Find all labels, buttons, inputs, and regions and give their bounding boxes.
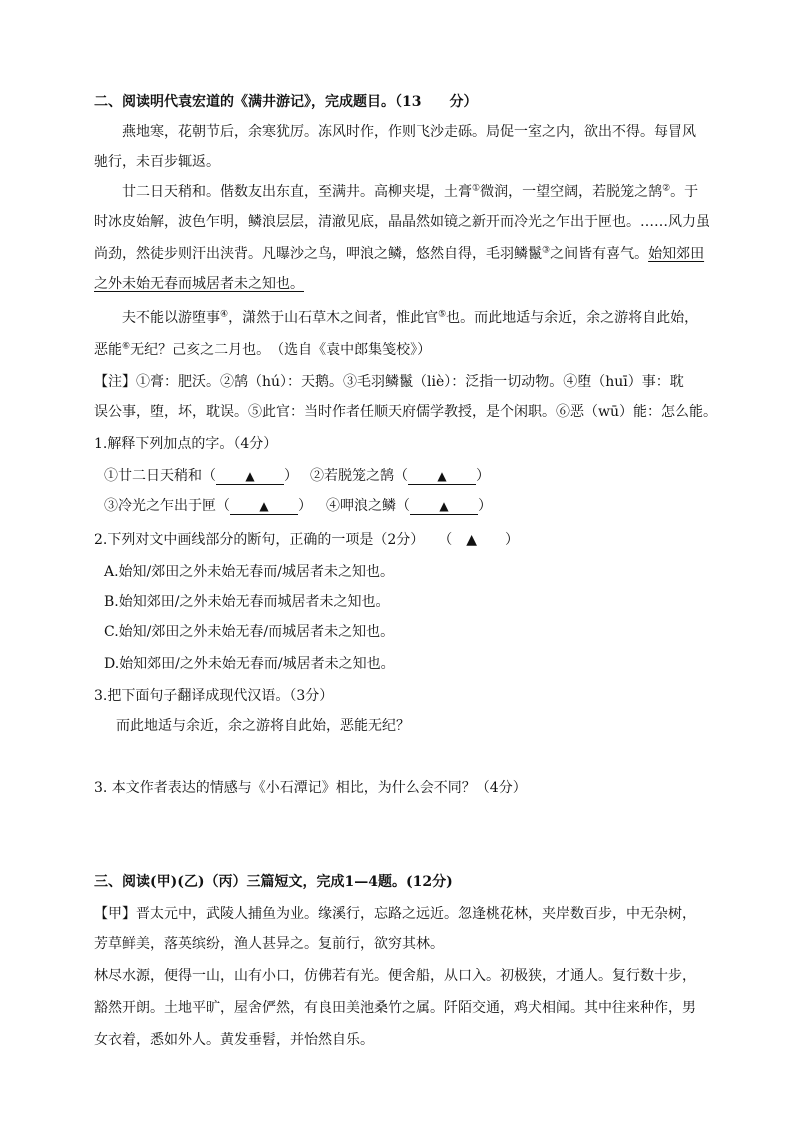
answer-blank[interactable]: [408, 468, 476, 485]
passage-line: 廿二日天稍和。偕数友出东直，至满井。高柳夹堤，土膏①微润，一望空阔，若脱笼之鹄②。于: [122, 183, 699, 200]
answer-blank[interactable]: [230, 498, 298, 515]
answer-blank[interactable]: [216, 468, 284, 485]
answer-blank[interactable]: [410, 498, 478, 515]
question-1-item: ①廿二日天稍和（ ▲ ）: [104, 468, 298, 484]
passage-line: 驰行，未百步辄返。: [94, 154, 220, 170]
question-2-stem: 2.下列对文中画线部分的断句，正确的一项是（2分） （ ▲ ）: [94, 532, 520, 548]
passage-line: 尚劲，然徒步则汗出浃背。凡曝沙之鸟，呷浪之鳞，悠然自得，毛羽鳞鬣③之间皆有喜气。始知郊田: [94, 245, 705, 262]
passage-line: 芳草鲜美，落英缤纷，渔人甚异之。复前行，欲穷其林。: [94, 936, 444, 952]
note-line: 【注】①膏：肥沃。②鹄（hú）：天鹅。③毛羽鳞鬣（liè）：泛指一切动物。④堕（huī）事：耽: [94, 374, 684, 390]
question-4-stem: 3. 本文作者表达的情感与《小石潭记》相比，为什么会不同？（4分）: [94, 780, 527, 796]
question-3-stem: 3.把下面句子翻译成现代汉语。（3分）: [94, 688, 334, 704]
question-1-item: ③冷光之乍出于匣（ ▲ ）: [104, 498, 312, 514]
passage-line: 恶能⑥无纪？己亥之二月也。 （选自《袁中郎集笺校》）: [94, 341, 432, 358]
passage-line: 燕地寒，花朝节后，余寒犹厉。冻风时作，作则飞沙走砾。局促一室之内，欲出不得。每冒风: [122, 124, 696, 140]
passage-line: 女衣着，悉如外人。黄发垂髫，并怡然自乐。: [94, 1032, 374, 1048]
option-d[interactable]: D.始知郊田/之外未始无春而/城居者未之知也。: [104, 656, 395, 672]
question-1-row: [104, 466, 490, 486]
question-1-row: [104, 496, 492, 516]
triangle-icon: ▲: [245, 469, 255, 483]
footnote-ref: ⑥: [122, 341, 131, 352]
question-1-item: ④呷浪之鳞（ ▲ ）: [326, 498, 492, 514]
triangle-icon: ▲: [439, 499, 449, 513]
passage-line: 夫不能以游堕事④，潇然于山石草木之间者，惟此官⑤也。而此地适与余近，余之游将自此始，: [122, 309, 699, 326]
underlined-phrase: 之外未始无春而城居者未之知也。: [94, 276, 304, 292]
passage-line: 豁然开朗。土地平旷，屋舍俨然，有良田美池桑竹之属。阡陌交通，鸡犬相闻。其中往来种作，男: [94, 1000, 696, 1016]
footnote-ref: ①: [472, 183, 481, 194]
underlined-phrase: 始知郊田: [648, 246, 705, 262]
footnote-ref: ②: [662, 183, 671, 194]
triangle-icon: ▲: [437, 469, 447, 483]
note-line: 误公事，堕，坏，耽误。⑤此官：当时作者任顺天府儒学教授，是个闲职。⑥恶（wū）能：怎么能。: [94, 404, 717, 420]
question-1-stem: 1.解释下列加点的字。（4分）: [94, 436, 278, 452]
question-3-sentence: 而此地适与余近，余之游将自此始，恶能无纪？: [116, 718, 410, 734]
footnote-ref: ④: [220, 309, 229, 320]
passage-line: 林尽水源，便得一山，山有小口，仿佛若有光。便舍船，从口入。初极狭，才通人。复行数十步，: [94, 968, 696, 984]
footnote-ref: ③: [542, 245, 551, 256]
question-1-item: ②若脱笼之鹄（ ▲ ）: [310, 468, 490, 484]
section3-title: 三、阅读(甲)(乙)（丙）三篇短文，完成1—4题。(12分): [94, 874, 453, 890]
passage-line: 时冰皮始解，波色乍明，鳞浪层层，清澈见底，晶晶然如镜之新开而冷光之乍出于匣也。……风力虽: [94, 214, 710, 230]
triangle-icon: ▲: [259, 499, 269, 513]
section2-title: 二、阅读明代袁宏道的《满井游记》，完成题目。（13 分）: [94, 94, 478, 110]
option-b[interactable]: B.始知郊田/之外未始无春而城居者未之知也。: [104, 594, 390, 610]
option-c[interactable]: C.始知/郊田之外未始无春/而城居者未之知也。: [104, 624, 395, 640]
footnote-ref: ⑤: [438, 309, 447, 320]
passage-line: 【甲】晋太元中，武陵人捕鱼为业。缘溪行，忘路之远近。忽逢桃花林，夹岸数百步，中无杂树，: [94, 906, 696, 922]
option-a[interactable]: A.始知/郊田之外未始无春而/城居者未之知也。: [104, 564, 394, 580]
